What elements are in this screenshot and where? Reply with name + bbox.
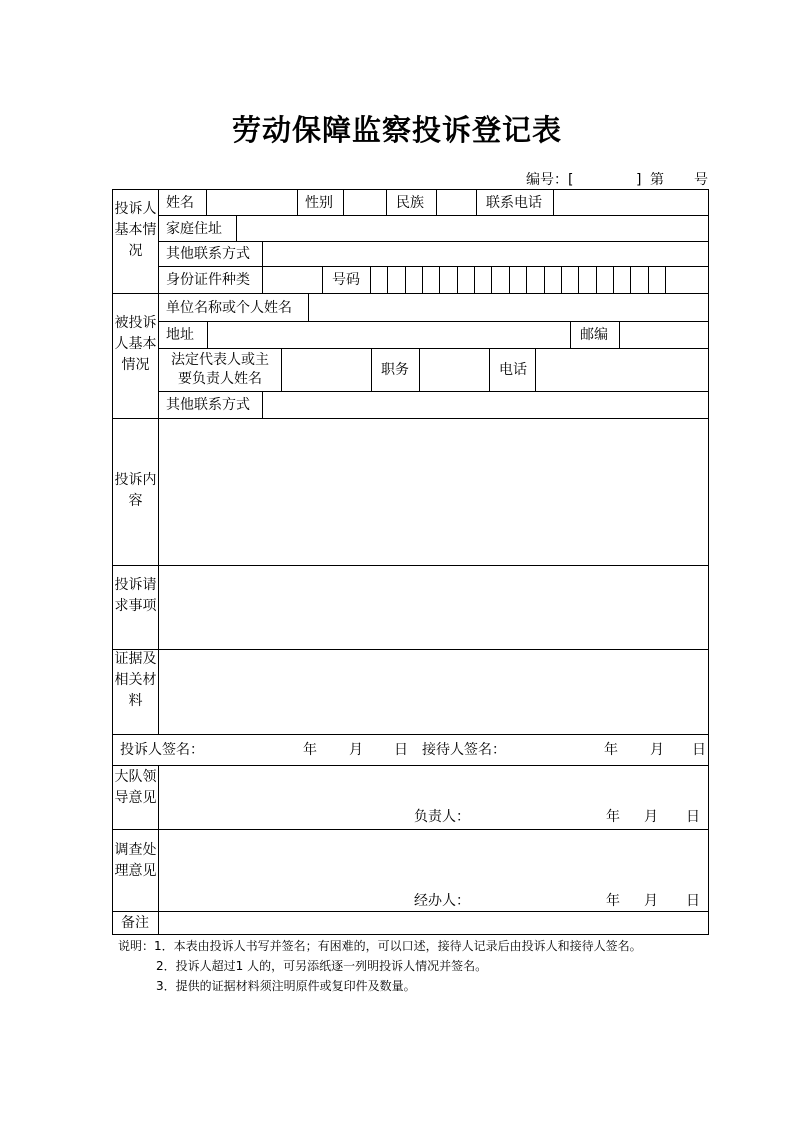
id-digit-divider [578,266,579,293]
gender-label: 性别 [305,194,333,211]
grid-line [159,215,709,216]
leader-month: 月 [644,809,658,825]
form-notes [118,936,642,996]
id-digit-divider [630,266,631,293]
sig-year-2: 年 [604,742,618,758]
grid-line [262,266,263,293]
serial-bracket-close: ] [636,172,642,188]
id-digit-divider [665,266,666,293]
note-1: 说明：1．本表由投诉人书写并签名；有困难的，可以口述，接待人记录后由投诉人和接待人签名。 [118,939,642,953]
id-digit-divider [387,266,388,293]
grid-line [112,565,709,566]
leader-opinion-label: 大队领导意见 [114,769,157,806]
name-label: 姓名 [166,194,194,211]
ethnicity-label: 民族 [396,194,424,211]
grid-line [112,934,709,935]
sig-month-1: 月 [349,742,363,758]
leader-year: 年 [606,809,620,825]
grid-line [436,189,437,215]
grid-line [419,348,420,391]
respondent-other-contact-label: 其他联系方式 [166,397,250,413]
complainant-section-label: 投诉人基本情况 [114,201,157,259]
respondent-section-label: 被投诉人基本情况 [114,315,157,373]
id-digit-divider [526,266,527,293]
grid-line [112,418,709,419]
id-digit-divider [457,266,458,293]
leader-day: 日 [686,809,700,825]
page-title: 劳动保障监察投诉登记表 [231,113,562,147]
other-contact-label: 其他联系方式 [166,246,250,262]
phone-label: 联系电话 [486,194,542,211]
content-label: 投诉内容 [114,472,157,509]
sig-month-2: 月 [650,742,664,758]
id-digit-divider [596,266,597,293]
respondent-phone-label: 电话 [499,362,527,378]
sig-day-1: 日 [394,742,408,758]
remarks-label: 备注 [121,915,149,931]
id-digit-divider [648,266,649,293]
legal-rep-label [159,349,281,391]
id-number-label: 号码 [332,272,360,288]
id-digit-divider [439,266,440,293]
id-digit-divider [613,266,614,293]
request-label: 投诉请求事项 [114,577,157,614]
id-digit-divider [405,266,406,293]
investigation-year: 年 [606,893,620,909]
receiver-signature-label: 接待人签名： [422,742,506,758]
grid-line [262,391,263,418]
id-digit-divider [509,266,510,293]
grid-line [262,241,263,266]
grid-line [112,189,113,935]
legal-rep-line1: 法定代表人或主 [171,352,269,368]
position-label: 职务 [381,362,409,378]
serial-no-label: 编号：[ [526,172,574,188]
grid-line [112,829,709,830]
grid-line [112,649,709,650]
complainant-signature-label: 投诉人签名： [120,742,204,758]
grid-line [236,215,237,241]
id-digit-divider [544,266,545,293]
grid-line [619,321,620,348]
grid-line [207,321,208,348]
id-digit-divider [491,266,492,293]
grid-line [281,348,282,391]
grid-line [553,189,554,215]
grid-line [708,189,709,935]
grid-line [308,293,309,321]
postcode-label: 邮编 [580,327,608,343]
id-digit-divider [561,266,562,293]
id-digit-divider [422,266,423,293]
investigation-day: 日 [686,893,700,909]
serial-hao: 号 [694,172,708,188]
responsible-person-label: 负责人： [414,809,470,825]
grid-line [112,911,709,912]
grid-line [112,734,709,735]
grid-line [535,348,536,391]
sig-day-2: 日 [692,742,706,758]
note-2: 2．投诉人超过1 人的，可另添纸逐一列明投诉人情况并签名。 [156,959,488,973]
id-digit-divider [474,266,475,293]
id-type-label: 身份证件种类 [166,272,250,288]
home-address-label: 家庭住址 [166,220,222,237]
investigation-label: 调查处理意见 [114,842,157,879]
note-3: 3．提供的证据材料须注明原件或复印件及数量。 [156,979,416,993]
sig-year-1: 年 [303,742,317,758]
org-name-label: 单位名称或个人姓名 [166,299,292,316]
grid-line [343,189,344,215]
handler-label: 经办人： [414,893,470,909]
respondent-address-label: 地址 [166,327,194,343]
grid-line [206,189,207,215]
evidence-label: 证据及相关材料 [114,651,157,709]
legal-rep-line2: 要负责人姓名 [178,371,262,387]
grid-line [159,321,709,322]
serial-di: 第 [650,172,664,188]
grid-line [112,765,709,766]
grid-line [370,266,371,293]
investigation-month: 月 [644,893,658,909]
